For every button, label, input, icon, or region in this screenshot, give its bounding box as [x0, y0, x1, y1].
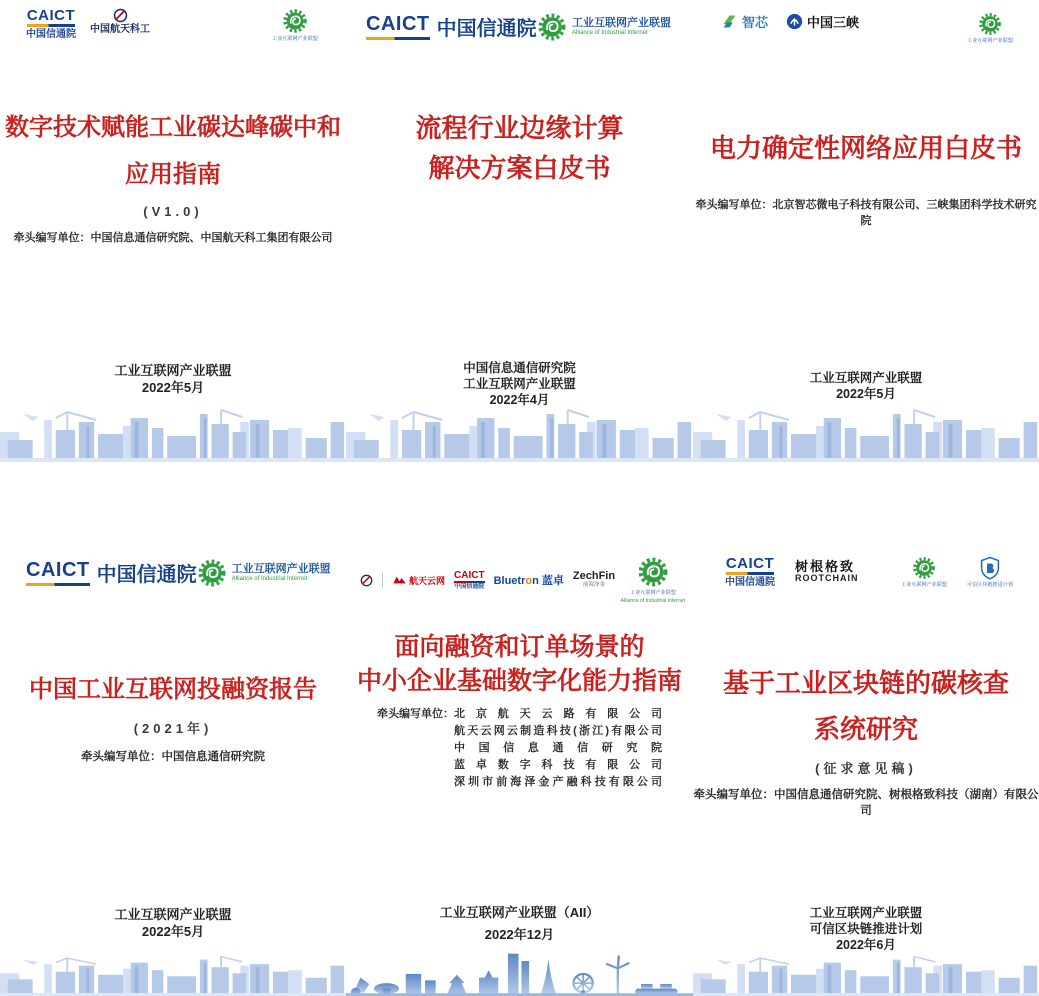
rootchain-logo: 树根格致 ROOTCHAIN — [795, 558, 859, 584]
aii-caption: 工业互联网产业联盟 — [901, 582, 947, 588]
cover-blockchain-carbon-verification — [693, 534, 1039, 996]
cover-sme-digitalization-guide — [346, 534, 693, 996]
city-skyline-art — [346, 404, 693, 462]
casicloud-logo: 航天云网 — [392, 574, 445, 587]
caict-logo — [26, 558, 197, 587]
lead-authors: 牵头编写单位：中国信息通信研究院 — [81, 751, 265, 763]
trusted-blockchain-logo — [963, 556, 1017, 588]
zhixin-mark-icon — [721, 13, 738, 30]
cover-digital-carbon-guide — [0, 0, 346, 462]
cover-footer: 工业互联网产业联盟 2022年5月 — [114, 363, 232, 395]
cover-draft-note: (征求意见稿) — [815, 761, 917, 776]
city-skyline-art — [693, 952, 1039, 996]
city-skyline-art — [0, 952, 346, 996]
lead-authors: 牵头编写单位：中国信息通信研究院、树根格致科技（湖南）有限公司 — [693, 789, 1039, 817]
aii-gear-icon — [978, 12, 1002, 36]
cover-title: 数字技术赋能工业碳达峰碳中和 应用指南 — [5, 114, 341, 188]
aii-gear-icon — [282, 8, 308, 34]
cover-version: (V1.0) — [143, 204, 203, 219]
ctg-name: 中国三峡 — [807, 15, 860, 30]
casic-logo — [360, 574, 373, 587]
cover-footer: 工业互联网产业联盟 2022年5月 — [809, 371, 923, 401]
aii-gear-icon — [537, 12, 567, 42]
aii-logo — [897, 556, 951, 588]
aii-logo — [268, 8, 322, 42]
zhixin-logo — [721, 12, 768, 31]
aii-gear-icon — [637, 556, 669, 588]
aii-logo — [537, 12, 671, 42]
cover-investment-financing-report — [0, 534, 346, 996]
aii-name-en: Alliance of Industrial Internet — [572, 29, 648, 36]
city-skyline-landmarks-art — [346, 950, 693, 996]
aii-logo — [615, 556, 691, 604]
casicloud-mark-icon — [392, 575, 407, 585]
lead-authors: 牵头编写单位： 北京航天云路有限公司 航天云网云制造科技(浙江)有限公司 中国信息通信研究院 蓝卓数字科技有限公司 深圳市前海泽金产融科技有限公司 — [346, 706, 693, 791]
aii-name-en: Alliance of Industrial Internet — [231, 575, 308, 582]
cover-title: 中国工业互联网投融资报告 — [29, 676, 317, 703]
casic-emblem-icon — [360, 574, 373, 587]
caict-acronym: CAICT — [366, 13, 430, 40]
cover-edge-computing-whitepaper — [346, 0, 693, 462]
aii-caption: 工业互联网产业联盟 — [967, 38, 1013, 44]
cover-footer: 中国信息通信研究院 工业互联网产业联盟 2022年4月 — [463, 361, 576, 407]
aii-name-cn: 工业互联网产业联盟 — [629, 590, 676, 596]
aii-gear-icon — [912, 556, 936, 580]
aii-gear-icon — [197, 558, 227, 588]
cover-title: 基于工业区块链的碳核查 系统研究 — [722, 668, 1009, 744]
caict-name: 中国信通院 — [436, 18, 537, 40]
casic-logo — [90, 8, 150, 35]
cover-footer: 工业互联网产业联盟（AII） 2022年12月 — [439, 905, 600, 942]
zechfin-logo: ZechFin 前海泽金 — [572, 570, 616, 589]
city-skyline-art — [693, 404, 1039, 462]
caict-acronym: CAICT — [26, 559, 90, 586]
cover-footer: 工业互联网产业联盟 2022年5月 — [114, 907, 232, 939]
lead-authors-label: 牵头编写单位： — [377, 708, 454, 720]
cover-year: (2021年) — [133, 721, 213, 736]
cover-power-deterministic-network — [693, 0, 1039, 462]
lead-authors: 牵头编写单位：北京智芯微电子科技有限公司、三峡集团科学技术研究院 — [695, 199, 1037, 227]
cover-title: 流程行业边缘计算 解决方案白皮书 — [415, 113, 624, 183]
cover-title: 面向融资和订单场景的 中小企业基础数字化能力指南 — [356, 633, 682, 695]
caict-acronym: CAICT — [726, 556, 774, 575]
aii-name-cn: 工业互联网产业联盟 — [572, 17, 671, 30]
cover-footer: 工业互联网产业联盟 可信区块链推进计划 2022年6月 — [809, 906, 923, 952]
aii-name-cn: 工业互联网产业联盟 — [231, 563, 331, 576]
caict-logo — [725, 556, 775, 588]
caict-logo — [26, 8, 76, 40]
casic-name: 中国航天科工 — [90, 24, 150, 35]
city-skyline-art — [0, 404, 346, 462]
aii-name-en: Alliance of Industrial Internet — [620, 598, 686, 604]
aii-logo — [963, 12, 1017, 44]
china-three-gorges-logo — [786, 12, 859, 31]
logo-divider — [382, 572, 383, 588]
cover-title: 电力确定性网络应用白皮书 — [709, 133, 1022, 163]
partner-logo-strip — [360, 571, 615, 590]
lead-authors: 牵头编写单位：中国信息通信研究院、中国航天科工集团有限公司 — [13, 232, 333, 244]
caict-name: 中国信通院 — [26, 29, 76, 40]
caict-name: 中国信通院 — [725, 577, 775, 588]
casic-emblem-icon — [113, 8, 128, 23]
aii-caption: 工业互联网产业联盟 — [272, 36, 318, 42]
shield-icon — [978, 556, 1002, 580]
caict-logo: CAICT 中国信通院 — [454, 569, 485, 590]
caict-acronym: CAICT — [27, 8, 75, 27]
ctg-mark-icon — [786, 13, 803, 30]
caict-name: 中国信通院 — [96, 564, 197, 586]
bluetron-logo: Bluetron 蓝卓 — [493, 575, 564, 587]
trusted-blockchain-caption: 可信区块链推进计划 — [967, 582, 1013, 588]
zhixin-name: 智芯 — [742, 15, 769, 30]
aii-logo — [197, 558, 331, 588]
caict-logo — [366, 12, 537, 41]
